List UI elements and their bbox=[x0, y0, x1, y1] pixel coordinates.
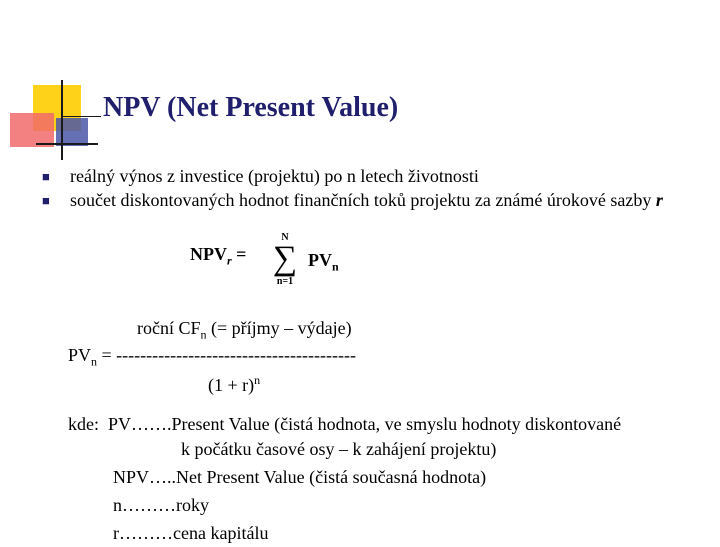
legend-row-n: n………roky bbox=[113, 495, 209, 515]
pv-subscript: n bbox=[91, 354, 98, 369]
numerator-note: (= příjmy – výdaje) bbox=[206, 318, 352, 338]
formula-pv: PV bbox=[308, 250, 332, 270]
sum-lower-limit: n=1 bbox=[276, 276, 294, 287]
legend-row-npv: NPV…..Net Present Value (čistá současná hodnota) bbox=[113, 467, 487, 487]
bullet-list bbox=[42, 166, 697, 214]
bullet-text: součet diskontovaných hodnot finančních toků projektu za známé úrokové sazby bbox=[70, 190, 652, 210]
denominator-text: (1 + r) bbox=[208, 375, 255, 395]
square-bullet-icon: ■ bbox=[42, 193, 50, 208]
formula-npv: NPV bbox=[190, 244, 227, 264]
fraction-lhs bbox=[68, 345, 356, 370]
formula-pv-subscript: n bbox=[332, 259, 339, 274]
slide-title: NPV (Net Present Value) bbox=[103, 92, 399, 123]
numerator-text: roční CF bbox=[137, 318, 201, 338]
bullet-italic-r: r bbox=[655, 190, 663, 210]
numerator-subscript: n bbox=[200, 327, 207, 342]
fraction-numerator bbox=[137, 318, 352, 343]
bullet-text: reálný výnos z investice (projektu) po n letech životnosti bbox=[70, 166, 479, 186]
legend-intro: kde: bbox=[68, 414, 99, 434]
legend-pv: PV…….Present Value (čistá hodnota, ve smyslu hodnoty diskontované bbox=[108, 414, 622, 434]
deco-vertical-line bbox=[61, 80, 63, 160]
formula-rhs bbox=[308, 250, 339, 275]
formula-lhs bbox=[190, 244, 246, 269]
legend-row-pv-cont: k počátku časové osy – k zahájení projektu) bbox=[181, 439, 497, 459]
legend-row-r: r………cena kapitálu bbox=[113, 523, 269, 543]
sum-upper-limit: N bbox=[281, 232, 289, 243]
bullet-item bbox=[42, 166, 697, 187]
formula-equals: = bbox=[231, 244, 247, 264]
formula-npv-subscript: r bbox=[227, 253, 232, 268]
denominator-exponent: n bbox=[254, 373, 261, 387]
bullet-item bbox=[42, 190, 697, 211]
fraction-denominator bbox=[208, 373, 260, 396]
title-decoration bbox=[0, 0, 100, 170]
deco-red-square bbox=[10, 113, 54, 147]
deco-horizontal-line bbox=[36, 143, 98, 145]
legend bbox=[68, 410, 621, 547]
square-bullet-icon: ■ bbox=[42, 169, 50, 184]
deco-title-rule bbox=[61, 116, 101, 117]
fraction-bar: = ---------------------------------------- bbox=[97, 345, 356, 365]
legend-row-pv bbox=[68, 410, 621, 438]
sum-symbol: ∑ bbox=[272, 240, 298, 277]
pv-label: PV bbox=[68, 345, 92, 365]
